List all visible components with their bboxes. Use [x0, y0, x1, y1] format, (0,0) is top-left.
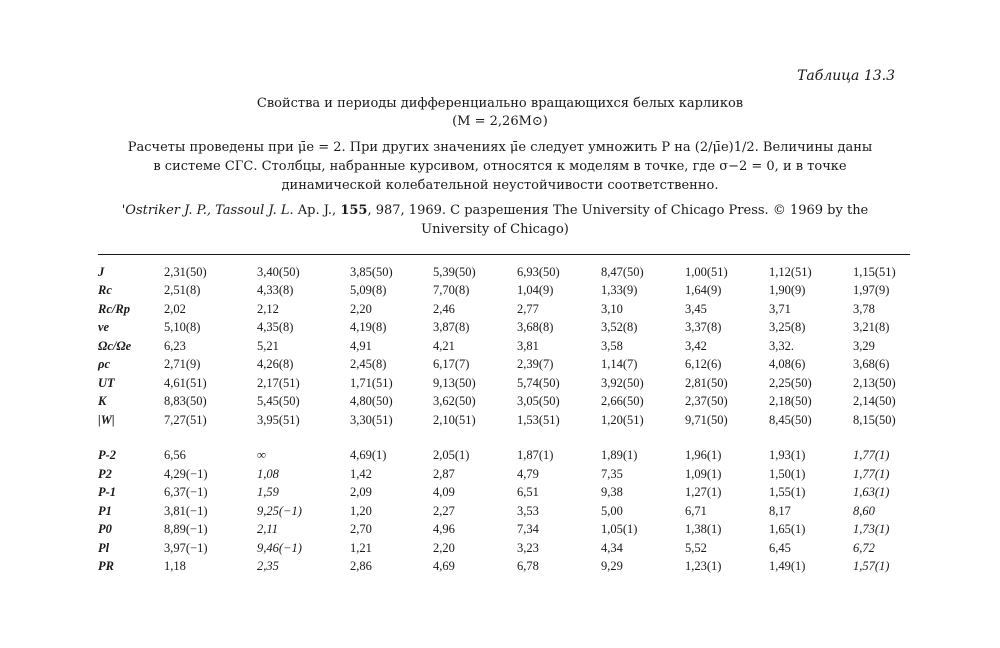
table-cell: 4,91: [350, 338, 372, 353]
table-cell: 4,09: [433, 485, 455, 500]
caption-line-2: в системе СГС. Столбцы, набранные курсивом, относятся к моделям в точке, где σ−2 = 0, и в точке: [153, 159, 847, 174]
table-cell: 4,26(8): [257, 357, 294, 372]
table-cell: 8,60: [853, 503, 875, 518]
table-cell: 2,11: [257, 522, 278, 537]
table-cell: 9,46(−1): [257, 540, 302, 555]
table-cell: 3,92(50): [601, 375, 644, 390]
table-cell: 6,37(−1): [164, 485, 208, 500]
table-cell: 3,25(8): [769, 320, 806, 335]
table-cell: 3,81(−1): [164, 503, 208, 518]
table-row: [98, 374, 909, 393]
table-cell: 3,23: [517, 540, 539, 555]
table-cell: 6,71: [685, 503, 707, 518]
table-cell: 1,89(1): [601, 448, 638, 463]
source-line-2: University of Chicago): [421, 222, 569, 237]
table-cell: 8,89(−1): [164, 522, 208, 537]
table-cell: 7,70(8): [433, 283, 470, 298]
table-caption: [100, 138, 900, 195]
table-cell: 7,27(51): [164, 412, 207, 427]
table-cell: 3,52(8): [601, 320, 638, 335]
table-cell: 9,25(−1): [257, 503, 302, 518]
table-cell: 4,69: [433, 559, 455, 574]
table-row: [98, 411, 909, 430]
table-row: [98, 263, 909, 282]
table-cell: 1,64(9): [685, 283, 722, 298]
table-cell: 3,97(−1): [164, 540, 208, 555]
table-cell: 5,00: [601, 503, 623, 518]
table-cell: ∞: [257, 448, 266, 463]
table-cell: 3,10: [601, 301, 623, 316]
table-cell: 3,85(50): [350, 264, 393, 279]
table-cell: 3,87(8): [433, 320, 470, 335]
table-cell: 2,25(50): [769, 375, 812, 390]
table-cell: 5,09(8): [350, 283, 387, 298]
table-cell: 1,77(1): [853, 466, 890, 481]
table-cell: 1,59: [257, 485, 279, 500]
table-spacer-row: [98, 430, 909, 447]
table-cell: 2,14(50): [853, 394, 896, 409]
table-row: [98, 447, 909, 466]
title-line-2: (M = 2,26M⊙): [452, 114, 548, 129]
table-cell: 1,09(1): [685, 466, 722, 481]
table-cell: 1,90(9): [769, 283, 806, 298]
table-cell: 1,14(7): [601, 357, 638, 372]
table-cell: 1,00(51): [685, 264, 728, 279]
table-cell: 5,21: [257, 338, 279, 353]
table-cell: 6,23: [164, 338, 186, 353]
table-cell: 3,68(8): [517, 320, 554, 335]
table-cell: 3,37(8): [685, 320, 722, 335]
table-cell: 2,37(50): [685, 394, 728, 409]
table-cell: 1,05(1): [601, 522, 638, 537]
table-cell: 2,45(8): [350, 357, 387, 372]
table-cell: 2,13(50): [853, 375, 896, 390]
table-cell: 2,18(50): [769, 394, 812, 409]
table-cell: 4,96: [433, 522, 455, 537]
table-cell: 1,15(51): [853, 264, 896, 279]
table-title: [0, 95, 1000, 131]
table-cell: 4,69(1): [350, 448, 387, 463]
table-cell: 1,97(9): [853, 283, 890, 298]
table-cell: 1,65(1): [769, 522, 806, 537]
table-cell: 6,93(50): [517, 264, 560, 279]
table-cell: 2,66(50): [601, 394, 644, 409]
row-label: P1: [98, 503, 112, 518]
table-cell: 1,33(9): [601, 283, 638, 298]
table-cell: 2,20: [350, 301, 372, 316]
table-row: [98, 393, 909, 412]
table-cell: 1,50(1): [769, 466, 806, 481]
table-cell: 5,74(50): [517, 375, 560, 390]
table-cell: 5,10(8): [164, 320, 201, 335]
table-cell: 3,29: [853, 338, 875, 353]
table-cell: 2,70: [350, 522, 372, 537]
table-row: [98, 465, 909, 484]
table-cell: 4,33(8): [257, 283, 294, 298]
table-cell: 4,80(50): [350, 394, 393, 409]
table-cell: 2,81(50): [685, 375, 728, 390]
table-cell: 2,39(7): [517, 357, 554, 372]
table-cell: 8,17: [769, 503, 791, 518]
source-rest: , 987, 1969. С разрешения The University of Chicago Press. © 1969 by the: [367, 203, 869, 218]
table-cell: 2,35: [257, 559, 279, 574]
row-label: P0: [98, 522, 112, 537]
table-cell: 1,57(1): [853, 559, 890, 574]
table-cell: 6,51: [517, 485, 539, 500]
table-cell: 2,17(51): [257, 375, 300, 390]
table-cell: 3,05(50): [517, 394, 560, 409]
table-cell: 1,08: [257, 466, 279, 481]
table-cell: 2,31(50): [164, 264, 207, 279]
table-cell: 1,53(51): [517, 412, 560, 427]
table-cell: 1,21: [350, 540, 372, 555]
table-row: [98, 502, 909, 521]
table-cell: 4,61(51): [164, 375, 207, 390]
table-cell: 1,38(1): [685, 522, 722, 537]
table-cell: 1,42: [350, 466, 372, 481]
table-cell: 8,47(50): [601, 264, 644, 279]
table-cell: 3,71: [769, 301, 791, 316]
table-row: [98, 539, 909, 558]
table-cell: 2,05(1): [433, 448, 470, 463]
table-cell: 6,17(7): [433, 357, 470, 372]
source-authors: 'Ostriker J. P., Tassoul J. L.: [121, 203, 294, 218]
table-cell: 2,87: [433, 466, 455, 481]
table-cell: 4,79: [517, 466, 539, 481]
table-cell: 7,35: [601, 466, 623, 481]
table-cell: 2,77: [517, 301, 539, 316]
row-label: J: [98, 264, 105, 279]
table-row: [98, 521, 909, 540]
row-label: Rc/Rp: [98, 301, 130, 316]
table-cell: 4,19(8): [350, 320, 387, 335]
table-cell: 1,12(51): [769, 264, 812, 279]
row-label: P-2: [98, 448, 117, 463]
table-cell: 1,73(1): [853, 522, 890, 537]
table-cell: 9,29: [601, 559, 623, 574]
data-table-body: [98, 263, 909, 576]
table-cell: 3,95(51): [257, 412, 300, 427]
table-spacer-cell: [98, 430, 909, 447]
table-row: [98, 300, 909, 319]
table-cell: 6,12(6): [685, 357, 722, 372]
table-cell: 6,78: [517, 559, 539, 574]
caption-line-1: Расчеты проведены при μ̄e = 2. При других значениях μ̄e следует умножить P на (2/μ̄e)1/2. Величины даны: [127, 140, 873, 155]
table-cell: 3,58: [601, 338, 623, 353]
row-label: Ωc/Ωe: [98, 338, 132, 353]
table-cell: 1,20(51): [601, 412, 644, 427]
data-table: [98, 263, 909, 576]
table-row: [98, 282, 909, 301]
table-cell: 3,40(50): [257, 264, 300, 279]
table-cell: 3,62(50): [433, 394, 476, 409]
table-cell: 1,96(1): [685, 448, 722, 463]
table-cell: 3,68(6): [853, 357, 890, 372]
table-cell: 3,32.: [769, 338, 794, 353]
row-label: ve: [98, 320, 110, 335]
table-cell: 1,87(1): [517, 448, 554, 463]
table-cell: 3,30(51): [350, 412, 393, 427]
table-cell: 2,46: [433, 301, 455, 316]
table-cell: 1,71(51): [350, 375, 393, 390]
table-row: [98, 337, 909, 356]
table-cell: 4,08(6): [769, 357, 806, 372]
table-cell: 1,20: [350, 503, 372, 518]
table-cell: 2,10(51): [433, 412, 476, 427]
table-cell: 6,45: [769, 540, 791, 555]
table-cell: 3,53: [517, 503, 539, 518]
table-cell: 5,52: [685, 540, 707, 555]
table-cell: 1,04(9): [517, 283, 554, 298]
table-row: [98, 319, 909, 338]
table-cell: 2,20: [433, 540, 455, 555]
table-cell: 2,71(9): [164, 357, 201, 372]
row-label: P2: [98, 466, 112, 481]
table-cell: 2,27: [433, 503, 455, 518]
source-line-1: [95, 201, 895, 220]
table-row: [98, 558, 909, 577]
table-cell: 2,51(8): [164, 283, 201, 298]
table-cell: 2,86: [350, 559, 372, 574]
table-cell: 1,23(1): [685, 559, 722, 574]
table-top-rule: [98, 254, 910, 255]
title-line-1: Свойства и периоды дифференциально вращающихся белых карликов: [256, 96, 744, 111]
row-label: ρc: [98, 357, 110, 372]
table-cell: 2,02: [164, 301, 186, 316]
table-cell: 9,71(50): [685, 412, 728, 427]
table-cell: 5,39(50): [433, 264, 476, 279]
table-cell: 1,77(1): [853, 448, 890, 463]
table-row: [98, 484, 909, 503]
table-row: [98, 356, 909, 375]
table-cell: 1,27(1): [685, 485, 722, 500]
table-cell: 4,34: [601, 540, 623, 555]
table-cell: 6,56: [164, 448, 186, 463]
table-cell: 3,78: [853, 301, 875, 316]
table-cell: 4,29(−1): [164, 466, 208, 481]
table-cell: 1,55(1): [769, 485, 806, 500]
table-cell: 4,35(8): [257, 320, 294, 335]
caption-line-3: динамической колебательной неустойчивости соответственно.: [281, 178, 719, 193]
table-cell: 1,63(1): [853, 485, 890, 500]
table-cell: 7,34: [517, 522, 539, 537]
table-cell: 8,15(50): [853, 412, 896, 427]
table-cell: 4,21: [433, 338, 455, 353]
table-number: Таблица 13.3: [797, 68, 895, 84]
table-cell: 5,45(50): [257, 394, 300, 409]
table-cell: 3,81: [517, 338, 539, 353]
table-cell: 3,21(8): [853, 320, 890, 335]
source-citation: [95, 201, 895, 239]
table-cell: 2,12: [257, 301, 279, 316]
row-label: P-1: [98, 485, 117, 500]
row-label: UT: [98, 375, 115, 390]
table-cell: 9,13(50): [433, 375, 476, 390]
row-label: Rc: [98, 283, 112, 298]
table-cell: 2,09: [350, 485, 372, 500]
row-label: Pl: [98, 540, 110, 555]
table-cell: 1,93(1): [769, 448, 806, 463]
table-cell: 1,18: [164, 559, 186, 574]
source-journal: Ap. J.,: [293, 203, 341, 218]
source-volume: 155: [340, 203, 368, 218]
row-label: K: [98, 394, 107, 409]
table-cell: 8,45(50): [769, 412, 812, 427]
table-cell: 9,38: [601, 485, 623, 500]
table-cell: 3,42: [685, 338, 707, 353]
table-cell: 1,49(1): [769, 559, 806, 574]
row-label: |W|: [98, 412, 115, 427]
table-cell: 3,45: [685, 301, 707, 316]
row-label: PR: [98, 559, 114, 574]
table-cell: 6,72: [853, 540, 875, 555]
table-cell: 8,83(50): [164, 394, 207, 409]
